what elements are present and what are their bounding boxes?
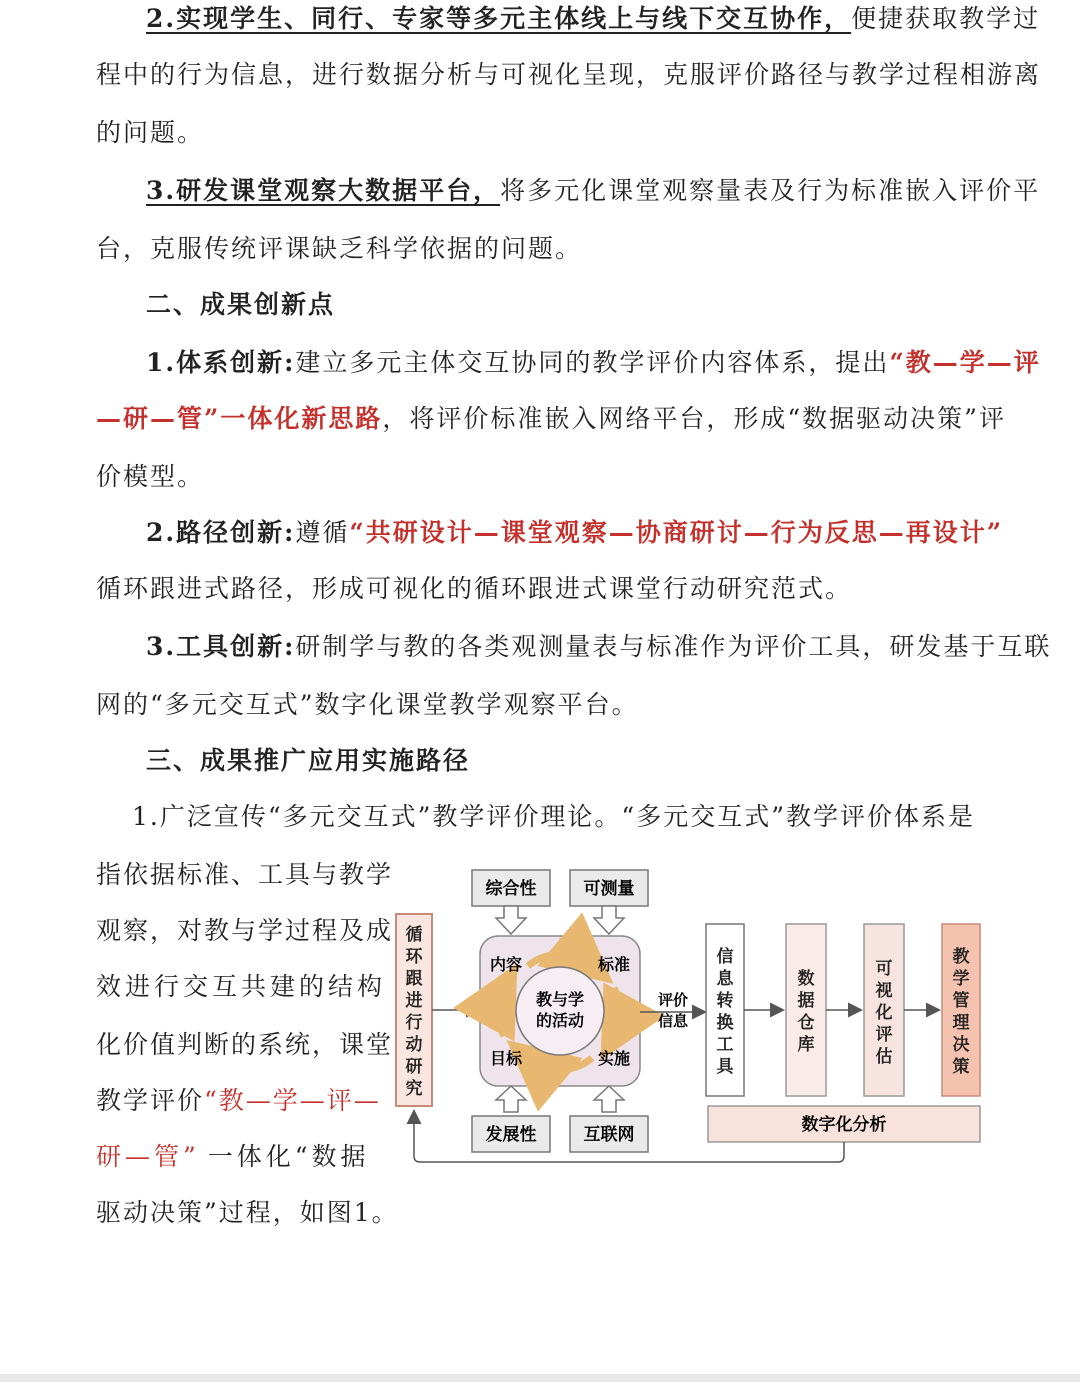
innov3-text: 研制学与教的各类观测量表与标准作为评价工具，研发基于互联 [295, 632, 1052, 661]
promo-l6b: “教—学—评— [204, 1086, 381, 1115]
section-heading-innovations: 二、成果创新点 [146, 290, 336, 319]
vertical-char: 学 [952, 969, 970, 988]
data-warehouse-box [786, 924, 826, 1096]
para1-lead: 2.实现学生、同行、专家等多元主体线上与线下交互协作， [146, 4, 852, 33]
evaluation-diagram [392, 862, 992, 1172]
up-arrow-icon [496, 1086, 526, 1112]
vertical-char: 估 [875, 1047, 893, 1066]
vertical-char: 视 [875, 981, 893, 1000]
innov2-label: 2.路径创新: [146, 518, 296, 547]
quad-standard: 标准 [597, 957, 631, 974]
innov1-line3: 价模型。 [96, 462, 205, 491]
vertical-char: 进 [405, 991, 423, 1010]
promo-line7 [96, 1140, 370, 1174]
innov1-line1 [146, 346, 1041, 380]
vertical-char: 研 [405, 1057, 423, 1076]
vertical-char: 化 [875, 1003, 893, 1022]
vertical-char: 跟 [405, 969, 423, 988]
section-heading-promotion: 三、成果推广应用实施路径 [146, 746, 471, 775]
vertical-char: 管 [952, 991, 970, 1010]
promo-line8: 驱动决策”过程，如图1。 [96, 1198, 399, 1227]
center-label-1: 教与学 [535, 992, 585, 1009]
vertical-char: 息 [716, 969, 734, 988]
vertical-char: 动 [405, 1035, 423, 1054]
innov1-text2: ，将评价标准嵌入网络平台，形成“数据驱动决策”评 [382, 404, 1006, 433]
up-arrow-icon [594, 1086, 624, 1112]
visual-evaluation-label [875, 958, 893, 1066]
down-arrow-icon [496, 906, 526, 934]
promo-line6 [96, 1084, 381, 1118]
vertical-char: 环 [405, 947, 423, 966]
vertical-char: 仓 [797, 1013, 815, 1032]
innov2-red: “共研设计—课堂观察—协商研讨—行为反思—再设计” [349, 518, 1004, 547]
innov2-text: 遵循 [295, 518, 350, 547]
vertical-char: 决 [952, 1035, 970, 1054]
promo-line3: 观察，对教与学过程及成 [96, 916, 394, 945]
label-developmental: 发展性 [485, 1125, 537, 1144]
vertical-char: 理 [952, 1013, 970, 1032]
vertical-char: 策 [952, 1057, 970, 1076]
para2-line1 [146, 174, 1040, 208]
vertical-char: 库 [797, 1035, 815, 1054]
promo-line2: 指依据标准、工具与教学 [96, 860, 394, 889]
para2-rest: 将多元化课堂观察量表及行为标准嵌入评价平 [500, 176, 1041, 205]
page-bottom-border [0, 1374, 1080, 1382]
label-internet: 互联网 [583, 1125, 635, 1144]
promo-l7a: 研—管” [96, 1142, 200, 1171]
innov3-line2: 网的“多元交互式”数字化课堂教学观察平台。 [96, 690, 639, 719]
para2-lead: 3.研发课堂观察大数据平台， [146, 176, 501, 205]
innov3-line1 [146, 630, 1051, 664]
vertical-char: 转 [716, 991, 734, 1010]
vertical-char: 具 [716, 1057, 734, 1076]
vertical-char: 可 [875, 959, 893, 978]
innov1-red2: —研—管”一体化新思路 [96, 404, 383, 433]
vertical-char: 据 [797, 991, 815, 1010]
eval-info-label-2: 信息 [657, 1013, 689, 1030]
para1-line2: 程中的行为信息，进行数据分析与可视化呈现，克服评价路径与教学过程相游离 [96, 60, 1042, 89]
innov1-label: 1.体系创新: [146, 348, 296, 377]
promo-line4: 效进行交互共建的结构 [96, 972, 387, 1001]
vertical-char: 数 [797, 969, 815, 988]
digital-analysis-label: 数字化分析 [801, 1115, 887, 1134]
vertical-char: 换 [716, 1013, 734, 1032]
innov1-text: 建立多元主体交互协同的教学评价内容体系，提出 [295, 348, 890, 377]
center-label-2: 的活动 [535, 1013, 585, 1030]
vertical-char: 评 [875, 1025, 893, 1044]
promo-line1: 1.广泛宣传“多元交互式”教学评价理论。“多元交互式”教学评价体系是 [132, 802, 975, 831]
para1-line3: 的问题。 [96, 118, 205, 147]
vertical-char: 教 [952, 947, 970, 966]
para1-rest: 便捷获取教学过 [851, 4, 1041, 33]
innov3-label: 3.工具创新: [146, 632, 296, 661]
quad-content: 内容 [489, 957, 523, 974]
vertical-char: 循 [405, 925, 423, 944]
eval-info-label-1: 评价 [657, 992, 689, 1009]
quad-implement: 实施 [597, 1051, 631, 1068]
innov1-red1: “教—学—评 [889, 348, 1041, 377]
promo-line5: 化价值判断的系统，课堂 [96, 1030, 394, 1059]
center-activity-circle [516, 967, 604, 1055]
para2-line2: 台，克服传统评课缺乏科学依据的问题。 [96, 234, 583, 263]
vertical-char: 行 [405, 1013, 423, 1032]
promo-l7b: 一体化“数据 [207, 1142, 370, 1171]
innov1-line2 [96, 402, 1006, 436]
vertical-char: 究 [405, 1079, 423, 1098]
vertical-char: 信 [716, 947, 734, 966]
label-comprehensive: 综合性 [485, 879, 537, 898]
para1-line1 [146, 2, 1040, 36]
innov2-line2: 循环跟进式路径，形成可视化的循环跟进式课堂行动研究范式。 [96, 574, 853, 603]
promo-l6a: 教学评价 [96, 1086, 205, 1115]
label-measurable: 可测量 [583, 879, 635, 898]
down-arrow-icon [594, 906, 624, 934]
quad-goal: 目标 [489, 1051, 523, 1068]
innov2-line1 [146, 516, 1003, 550]
vertical-char: 工 [716, 1035, 734, 1054]
